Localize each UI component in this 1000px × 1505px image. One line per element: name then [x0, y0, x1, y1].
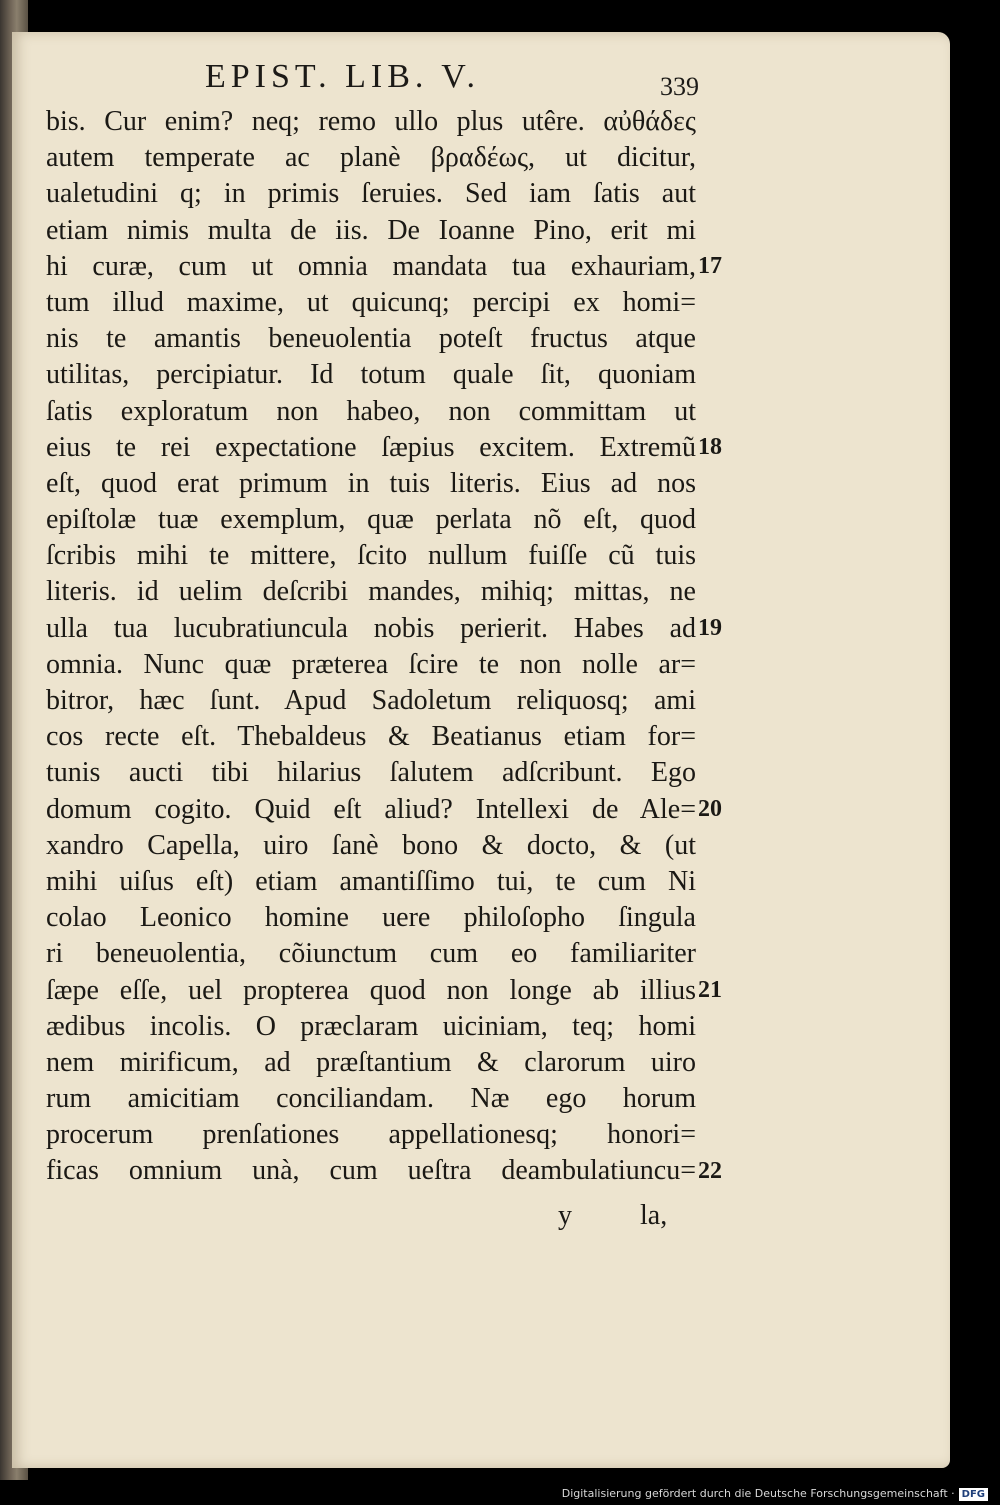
running-head	[0, 58, 1000, 101]
running-head-title: EPIST. LIB. V.	[205, 58, 480, 95]
margin-line-number: 17	[698, 252, 722, 279]
catchword: la,	[640, 1200, 668, 1231]
dfg-logo: DFG	[959, 1488, 988, 1501]
catchword-row	[0, 1200, 1000, 1240]
text-line: rum amicitiam conciliandam. Næ ego horum	[46, 1083, 696, 1115]
margin-line-number: 20	[698, 795, 722, 822]
text-line: ſcribis mihi te mittere, ſcito nullum fuiſſe cũ tuis	[46, 540, 696, 572]
text-line: ſæpe eſſe, uel propterea quod non longe ab illius	[46, 974, 696, 1006]
text-line: bis. Cur enim? neq; remo ullo plus utêre. αὐθάδες	[46, 106, 696, 137]
text-line: tum illud maxime, ut quicunq; percipi ex homi=	[46, 286, 696, 318]
text-line: ulla tua lucubratiuncula nobis perierit. Habes ad	[46, 612, 696, 644]
text-line: epiſtolæ tuæ exemplum, quæ perlata nõ eſt, quod	[46, 504, 696, 536]
digitization-credit	[562, 1487, 988, 1501]
text-line: nem mirificum, ad præſtantium & clarorum uiro	[46, 1046, 696, 1078]
margin-line-number: 22	[698, 1157, 722, 1184]
text-line: domum cogito. Quid eſt aliud? Intellexi de Ale=	[46, 793, 696, 825]
margin-line-number: 19	[698, 614, 722, 641]
text-block	[46, 104, 696, 1190]
text-line: procerum prenſationes appellationesq; honori=	[46, 1119, 696, 1151]
margin-line-number: 21	[698, 976, 722, 1003]
text-line: ri beneuolentia, cõiunctum cum eo familiariter	[46, 938, 696, 970]
text-line: hi curæ, cum ut omnia mandata tua exhauriam,	[46, 250, 696, 282]
text-line: ficas omnium unà, cum ueſtra deambulatiuncu=	[46, 1155, 696, 1187]
text-line: ſatis exploratum non habeo, non committam ut	[46, 395, 696, 427]
text-line: tunis aucti tibi hilarius ſalutem adſcribunt. Ego	[46, 757, 696, 789]
text-line: omnia. Nunc quæ præterea ſcire te non nolle ar=	[46, 648, 696, 680]
folio-number: 339	[660, 72, 699, 101]
signature-mark: y	[558, 1200, 572, 1231]
text-line: etiam nimis multa de iis. De Ioanne Pino, erit mi	[46, 214, 696, 246]
text-line: nis te amantis beneuolentia poteſt fructus atque	[46, 323, 696, 355]
credit-text: Digitalisierung gefördert durch die Deutsche Forschungsgemeinschaft ·	[561, 1487, 955, 1500]
text-line: ædibus incolis. O præclaram uiciniam, teq; homi	[46, 1010, 696, 1042]
text-line: colao Leonico homine uere philoſopho ſingula	[46, 902, 696, 934]
text-line: eius te rei expectatione ſæpius excitem. Extremũ	[46, 431, 696, 463]
text-line: literis. id uelim deſcribi mandes, mihiq; mittas, ne	[46, 576, 696, 608]
text-line: cos recte eſt. Thebaldeus & Beatianus etiam for=	[46, 721, 696, 753]
text-line: ualetudini q; in primis ſeruies. Sed iam ſatis aut	[46, 178, 696, 210]
text-line: autem temperate ac planè βραδέως, ut dicitur,	[46, 142, 696, 174]
text-line: bitror, hæc ſunt. Apud Sadoletum reliquosq; ami	[46, 685, 696, 716]
text-line: eſt, quod erat primum in tuis literis. Eius ad nos	[46, 467, 696, 499]
margin-line-number: 18	[698, 433, 722, 460]
text-line: xandro Capella, uiro ſanè bono & docto, & (ut	[46, 829, 696, 861]
text-line: mihi uiſus eſt) etiam amantiſſimo tui, te cum Ni	[46, 865, 696, 897]
text-line: utilitas, percipiatur. Id totum quale ſit, quoniam	[46, 359, 696, 391]
